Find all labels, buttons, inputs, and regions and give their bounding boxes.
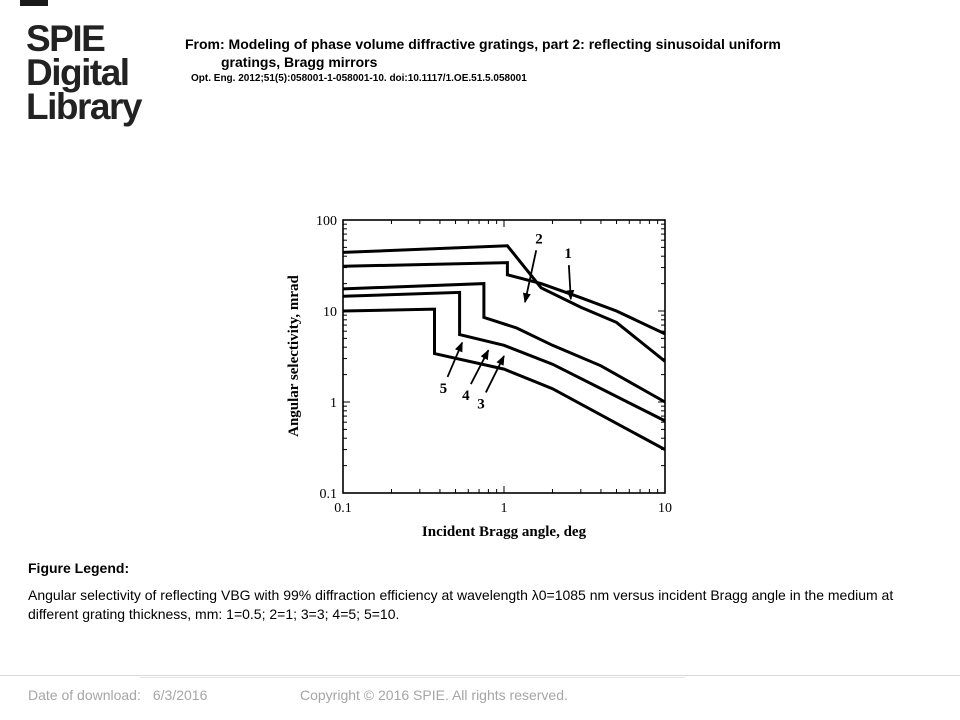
logo-line-2: Digital — [26, 52, 129, 93]
footer-divider — [0, 675, 960, 676]
article-title-line-2: gratings, Bragg mirrors — [221, 54, 378, 70]
series-line-3 — [343, 284, 665, 405]
x-tick-label: 1 — [500, 501, 508, 516]
y-tick-label: 0.1 — [319, 487, 337, 502]
download-date-label: Date of download: — [28, 687, 141, 703]
spie-digital-library-logo[interactable] — [26, 18, 141, 127]
curve-arrow-2 — [525, 250, 536, 302]
curve-label-3: 3 — [477, 396, 485, 413]
footer-divider-secondary — [140, 677, 685, 678]
top-bar — [20, 0, 48, 6]
x-tick-label: 0.1 — [334, 501, 352, 516]
curve-label-5: 5 — [439, 381, 448, 398]
curve-label-1: 1 — [564, 246, 572, 263]
logo-line-1: SPIE — [26, 18, 105, 59]
angular-selectivity-chart — [270, 205, 690, 550]
y-tick-label: 1 — [330, 396, 337, 411]
copyright-notice: Copyright © 2016 SPIE. All rights reserved. — [300, 687, 568, 703]
y-tick-label: 100 — [316, 214, 337, 229]
citation: Opt. Eng. 2012;51(5):058001-1-058001-10. doi:10.1117/1.OE.51.5.058001 — [191, 73, 527, 84]
article-title-line-1: From: Modeling of phase volume diffractive gratings, part 2: reflecting sinusoidal uniform — [185, 36, 781, 52]
legend-title: Figure Legend: — [28, 560, 130, 576]
y-tick-label: 10 — [323, 305, 337, 320]
curve-arrow-3 — [486, 356, 504, 392]
download-date — [28, 687, 207, 703]
y-axis-label: Angular selectivity, mrad — [286, 275, 302, 437]
article-title — [185, 35, 905, 71]
curve-label-4: 4 — [462, 388, 470, 405]
download-date-value: 6/3/2016 — [152, 687, 208, 703]
curve-arrow-4 — [471, 350, 489, 384]
series-line-5 — [343, 309, 665, 450]
x-tick-label: 10 — [658, 501, 672, 516]
logo-line-3: Library — [26, 86, 141, 127]
x-axis-label: Incident Bragg angle, deg — [421, 524, 587, 540]
legend-text: Angular selectivity of reflecting VBG with 99% diffraction efficiency at wavelength λ0=1085 nm versus incident Bragg angle in the medium at different grating thickness, mm: 1=0.5; 2=1; 3=3; 4=5; 5=10. — [28, 587, 894, 622]
curve-label-2: 2 — [535, 231, 543, 248]
